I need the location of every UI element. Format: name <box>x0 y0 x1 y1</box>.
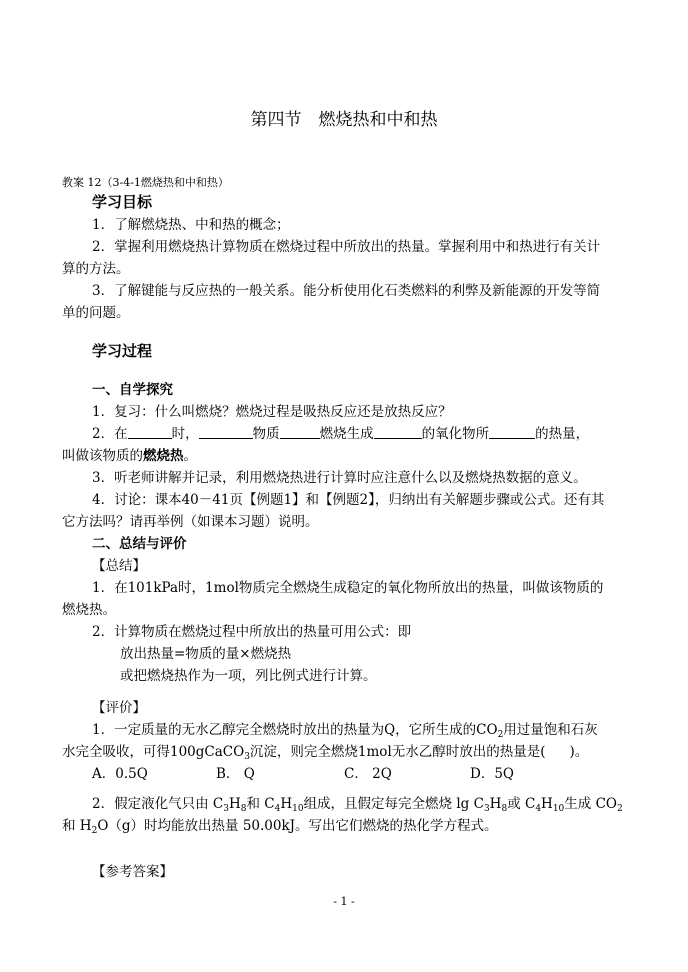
e2-t5: 组成，且假定每完全燃烧 lg C <box>303 796 484 812</box>
option-d: D．5Q <box>470 766 514 782</box>
evaluation-q2-line2 <box>62 818 498 834</box>
blank-4[interactable] <box>374 426 422 439</box>
answer-tag: 【参考答案】 <box>92 864 173 880</box>
goal-item-3-line1: 3．了解键能与反应热的一般关系。能分析使用化石类燃料的利弊及新能源的开发等简 <box>92 283 601 299</box>
term-combustion-heat: 燃烧热 <box>143 448 184 464</box>
e2-l2-t2: O（g）时均能放出热量 50.00kJ。写出它们燃烧的热化学方程式。 <box>97 818 498 834</box>
self-study-q2-line1 <box>92 426 589 442</box>
e1-l2-text-c: )。 <box>569 744 589 760</box>
q2-text-6: 的热量， <box>535 426 590 442</box>
self-study-q1: 1．复习：什么叫燃烧？燃烧过程是吸热反应还是放热反应？ <box>92 404 452 420</box>
e2-l2-t1: 和 H <box>62 818 92 834</box>
e1-text-b: 用过量饱和石灰 <box>503 722 598 738</box>
e2-t1: 2．假定液化气只由 C <box>92 796 224 812</box>
summary-tag: 【总结】 <box>92 558 146 574</box>
self-study-q4-line2: 它方法吗？请再举例（如课本习题）说明。 <box>62 514 319 530</box>
evaluation-tag: 【评价】 <box>92 700 146 716</box>
e2-s3: 4 <box>274 804 281 814</box>
lesson-label: 教案 12（3-4-1燃烧热和中和热） <box>62 176 229 189</box>
goal-item-1: 1．了解燃烧热、中和热的概念； <box>92 217 290 233</box>
e2-t7: 或 C <box>507 796 536 812</box>
e2-s9: 2 <box>616 804 623 814</box>
e2-t2: H <box>228 796 241 812</box>
e2-s8: 10 <box>552 804 565 814</box>
goal-item-2-line1: 2．掌握利用燃烧热计算物质在燃烧过程中所放出的热量。掌握利用中和热进行有关计 <box>92 239 601 255</box>
option-b: B． Q <box>216 766 255 782</box>
blank-3[interactable] <box>280 426 320 439</box>
page-title: 第四节 燃烧热和中和热 <box>250 110 438 130</box>
e2-s2: 8 <box>240 804 247 814</box>
option-a: A．0.5Q <box>92 766 148 782</box>
evaluation-q2-line1 <box>92 796 623 812</box>
e2-s6: 8 <box>501 804 508 814</box>
e1-l2-sub: 3 <box>244 752 250 762</box>
e2-t9: 生成 CO <box>564 796 617 812</box>
self-study-q4-line1: 4．讨论：课本40－41页【例题1】和【例题2】，归纳出有关解题步骤或公式。还有其 <box>92 492 605 508</box>
option-c: C． 2Q <box>344 766 392 782</box>
e2-s1: 3 <box>223 804 229 814</box>
e2-t6: H <box>489 796 502 812</box>
blank-2[interactable] <box>199 426 253 439</box>
summary-s1-line2: 燃烧热。 <box>62 602 116 618</box>
goal-item-3-line2: 单的问题。 <box>62 305 130 321</box>
blank-5[interactable] <box>489 426 535 439</box>
e2-t3: 和 C <box>246 796 275 812</box>
page-number: - 1 - <box>333 895 355 908</box>
e2-s5: 3 <box>483 804 490 814</box>
evaluation-q1-line2 <box>62 744 588 760</box>
e2-t8: H <box>541 796 553 812</box>
summary-alt: 或把燃烧热作为一项，列比例式进行计算。 <box>120 668 377 684</box>
process-heading: 学习过程 <box>92 342 153 360</box>
q2-text-3: 物质 <box>252 426 280 442</box>
summary-heading: 二、总结与评价 <box>92 536 187 552</box>
q2-text-1: 2．在 <box>92 426 128 442</box>
q2-text-2: 时， <box>171 426 199 442</box>
evaluation-q1-line1 <box>92 722 598 738</box>
summary-s2: 2．计算物质在燃烧过程中所放出的热量可用公式：即 <box>92 624 412 640</box>
goals-heading: 学习目标 <box>92 193 153 211</box>
e2-s10: 2 <box>91 826 98 836</box>
e1-text-a: 1．一定质量的无水乙醇完全燃烧时放出的热量为Q，它所生成的CO <box>92 722 498 738</box>
e1-sub: 2 <box>497 730 504 740</box>
self-study-q2-line2 <box>62 448 197 464</box>
goal-item-2-line2: 算的方法。 <box>62 261 130 277</box>
blank-1[interactable] <box>128 426 172 439</box>
q2-line2-end: 。 <box>183 448 197 464</box>
self-study-q3: 3．听老师讲解并记录，利用燃烧热进行计算时应注意什么以及燃烧热数据的意义。 <box>92 470 587 486</box>
q2-text-5: 的氧化物所 <box>421 426 490 442</box>
q2-line2-text: 叫做该物质的 <box>62 448 143 464</box>
summary-formula: 放出热量=物质的量×燃烧热 <box>120 646 292 662</box>
e2-s7: 4 <box>535 804 542 814</box>
self-study-heading: 一、自学探究 <box>92 382 173 398</box>
e2-t4: H <box>280 796 293 812</box>
summary-s1-line1: 1．在101kPa时，1mol物质完全燃烧生成稳定的氧化物所放出的热量，叫做该物质的 <box>92 580 604 596</box>
e2-s4: 10 <box>292 804 304 814</box>
q2-text-4: 燃烧生成 <box>319 426 374 442</box>
e1-l2-text-b: 沉淀，则完全燃烧1mol无水乙醇时放出的热量是( <box>249 744 546 760</box>
e1-l2-text-a: 水完全吸收，可得100gCaCO <box>62 744 245 760</box>
